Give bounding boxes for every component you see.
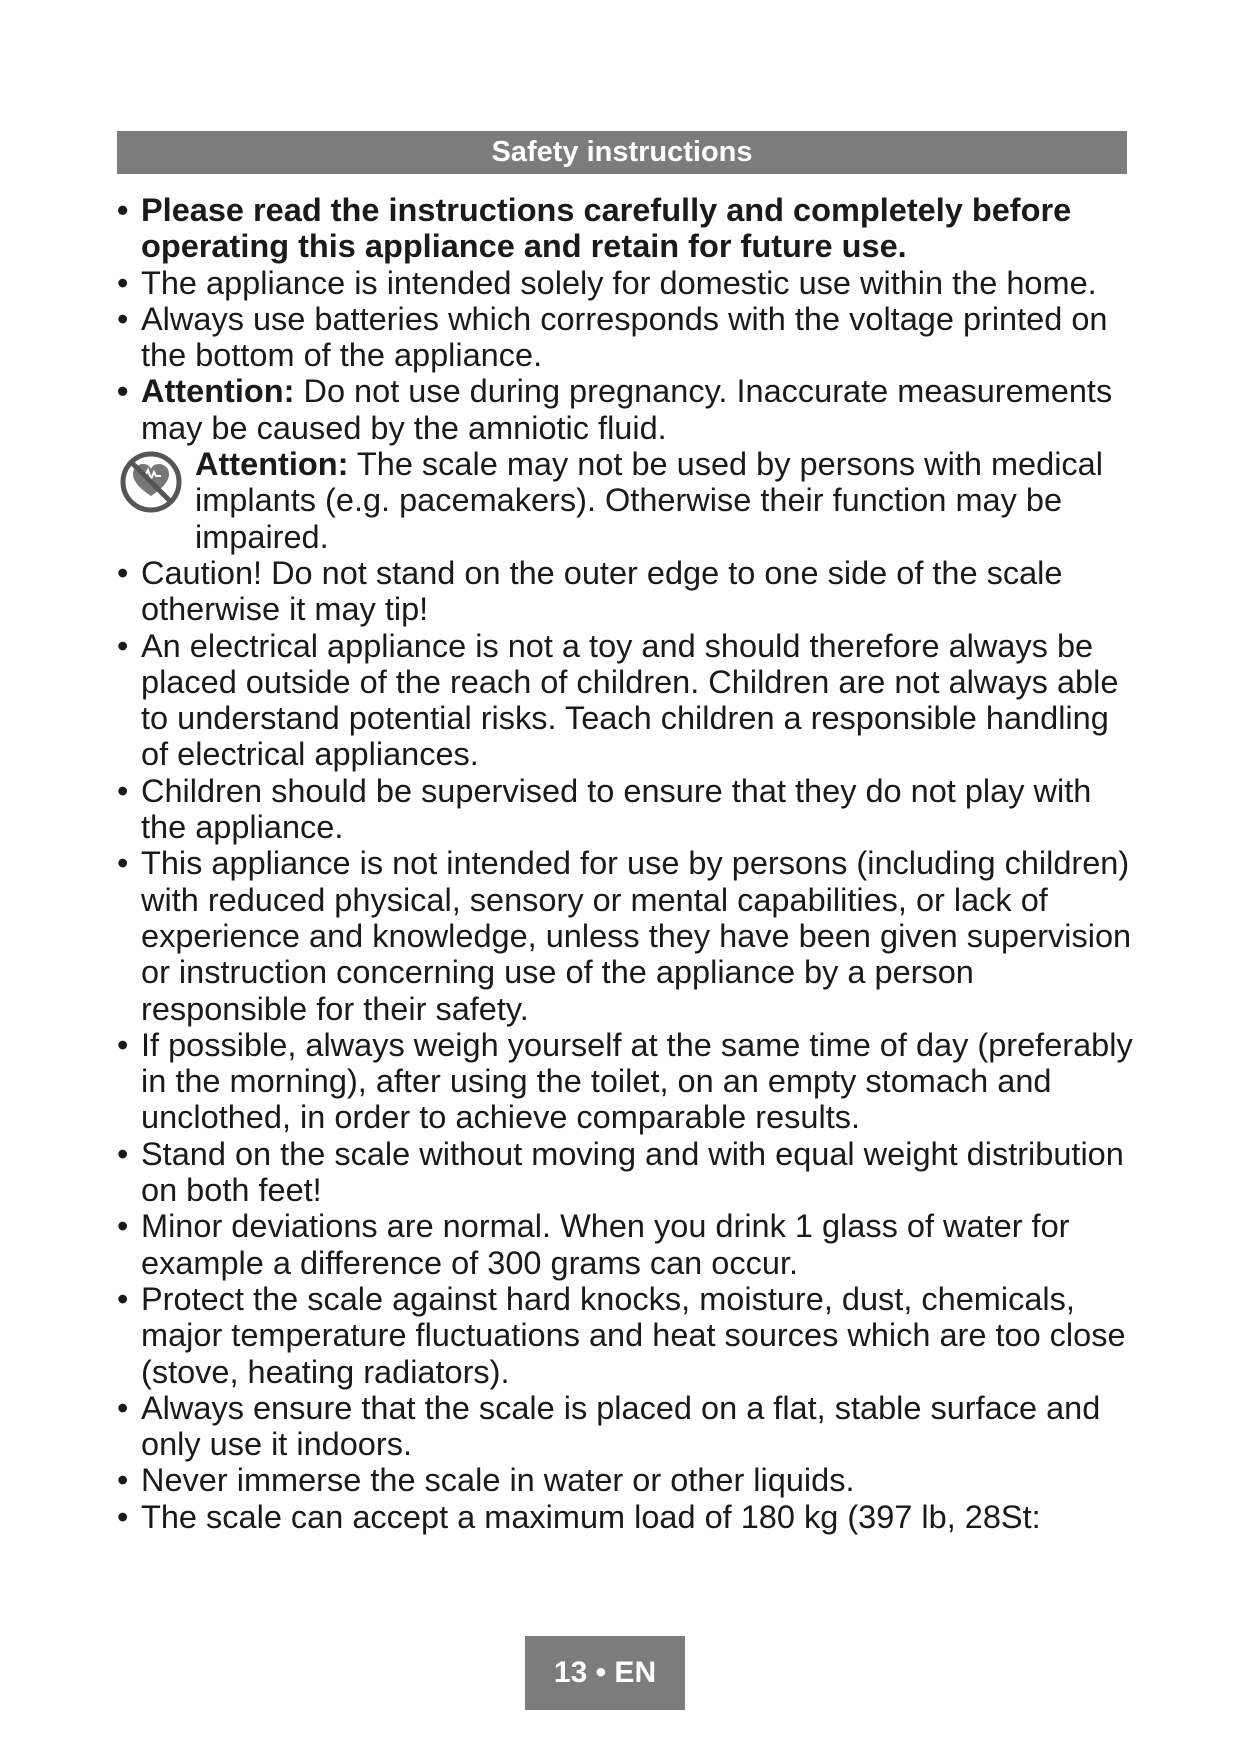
bullet-icon: • bbox=[117, 1026, 129, 1063]
item-text: Always use batteries which corresponds with the voltage printed on the bottom of the appliance. bbox=[141, 300, 1108, 374]
item-text: The scale can accept a maximum load of 180 kg (397 lb, 28St: bbox=[141, 1498, 1041, 1535]
item-text: This appliance is not intended for use by persons (including children) with reduced physical, sensory or mental capabilities, or lack of experience and knowledge, unless they have been given supervision or instruction concerning use of the appliance by a person responsible for their safety. bbox=[141, 845, 1132, 1027]
list-item bbox=[117, 1208, 1137, 1281]
list-item bbox=[117, 1136, 1137, 1209]
bullet-icon: • bbox=[117, 192, 129, 228]
attention-label: Attention: bbox=[141, 373, 295, 410]
list-item bbox=[117, 1027, 1137, 1136]
bullet-icon: • bbox=[117, 1498, 129, 1535]
list-item bbox=[117, 301, 1137, 374]
list-item bbox=[117, 1281, 1137, 1390]
list-item bbox=[117, 628, 1137, 773]
bullet-icon: • bbox=[117, 300, 129, 337]
bullet-icon: • bbox=[117, 1208, 129, 1245]
bullet-icon: • bbox=[117, 1389, 129, 1426]
list-item bbox=[117, 845, 1137, 1026]
no-pacemaker-icon bbox=[119, 450, 183, 514]
item-text: The scale may not be used by persons with medical implants (e.g. pacemakers). Otherwise their function may be impaired. bbox=[195, 446, 1103, 555]
bullet-icon: • bbox=[117, 1462, 129, 1499]
item-text: The appliance is intended solely for domestic use within the home. bbox=[141, 264, 1097, 301]
bullet-icon: • bbox=[117, 1135, 129, 1172]
page-number: 13 • EN bbox=[553, 1656, 657, 1689]
section-title: Safety instructions bbox=[491, 136, 753, 168]
item-text: Never immerse the scale in water or other liquids. bbox=[141, 1462, 855, 1499]
bullet-icon: • bbox=[117, 627, 129, 664]
item-text: Children should be supervised to ensure that they do not play with the appliance. bbox=[141, 772, 1092, 846]
item-text: Minor deviations are normal. When you drink 1 glass of water for example a difference of 300 grams can occur. bbox=[141, 1208, 1070, 1281]
list-item bbox=[117, 192, 1137, 265]
safety-list bbox=[117, 192, 1137, 1535]
item-text: Always ensure that the scale is placed on a flat, stable surface and only use it indoors. bbox=[141, 1389, 1101, 1463]
attention-label: Attention: bbox=[195, 446, 349, 483]
list-item bbox=[117, 773, 1137, 846]
item-text: Caution! Do not stand on the outer edge to one side of the scale otherwise it may tip! bbox=[141, 554, 1063, 628]
section-header bbox=[117, 131, 1127, 174]
bullet-icon: • bbox=[117, 373, 129, 410]
list-item bbox=[117, 373, 1137, 446]
bullet-icon: • bbox=[117, 554, 129, 591]
item-text: Stand on the scale without moving and with equal weight distribution on both feet! bbox=[141, 1135, 1124, 1209]
page-number-badge bbox=[525, 1636, 685, 1710]
bullet-icon: • bbox=[117, 845, 129, 882]
list-item bbox=[117, 1462, 1137, 1498]
list-item bbox=[117, 1390, 1137, 1463]
list-item bbox=[117, 446, 1137, 555]
item-text: Please read the instructions carefully and completely before operating this appliance and retain for future use. bbox=[141, 192, 1072, 265]
list-item bbox=[117, 265, 1137, 301]
item-text: An electrical appliance is not a toy and should therefore always be placed outside of the reach of children. Children are not always able to understand potential risks. Teach children a responsible handling of electrical appliances. bbox=[141, 627, 1119, 773]
item-text: If possible, always weigh yourself at the same time of day (preferably in the morning), after using the toilet, on an empty stomach and unclothed, in order to achieve comparable results. bbox=[141, 1026, 1133, 1136]
bullet-icon: • bbox=[117, 264, 129, 301]
item-text: Protect the scale against hard knocks, moisture, dust, chemicals, major temperature fluctuations and heat sources which are too close (stove, heating radiators). bbox=[141, 1280, 1126, 1390]
list-item bbox=[117, 1499, 1137, 1535]
item-text: Do not use during pregnancy. Inaccurate measurements may be caused by the amniotic fluid. bbox=[141, 373, 1113, 446]
bullet-icon: • bbox=[117, 1280, 129, 1317]
bullet-icon: • bbox=[117, 772, 129, 809]
list-item bbox=[117, 555, 1137, 628]
